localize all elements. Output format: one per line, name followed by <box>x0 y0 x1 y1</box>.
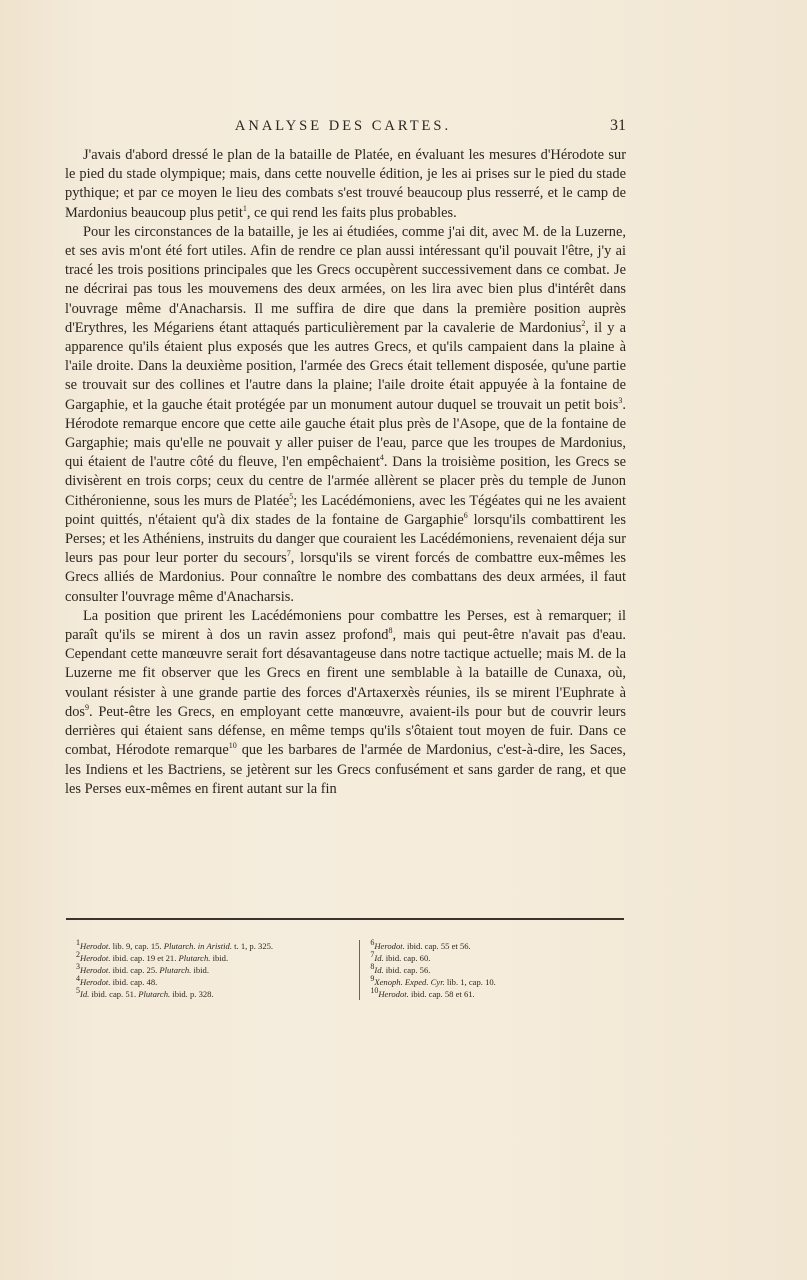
footnote-number: 3 <box>76 962 80 972</box>
footnote-text: ibid. cap. 55 et 56. <box>404 941 471 951</box>
footnote-source: Herodot. <box>80 977 111 987</box>
footnote-text: ibid. cap. 51. <box>89 989 139 999</box>
page-header <box>60 116 626 138</box>
footnote <box>370 976 616 988</box>
footnote-ref: 3 <box>618 395 623 405</box>
footnote-source: Herodot. <box>378 989 409 999</box>
footnote-number: 10 <box>370 986 379 996</box>
footnote <box>370 940 616 952</box>
footnotes-right-column <box>359 940 616 1000</box>
footnote-number: 1 <box>76 938 80 948</box>
footnote-number: 2 <box>76 950 80 960</box>
footnote-source: Plutarch. in Aristid. <box>163 941 232 951</box>
footnote-text: ibid. <box>191 965 209 975</box>
footnote-number: 8 <box>370 962 375 972</box>
paragraph <box>65 146 626 223</box>
footnote-ref: 1 <box>242 203 247 213</box>
text-run: ; les Lacédémoniens, avec les Tégéates qui ne les avaient point quittés, n'étaient qu'à dix stades de la fontaine de Gargaphie <box>65 492 627 528</box>
footnote-divider <box>66 918 624 920</box>
footnote-text: ibid. p. 328. <box>170 989 214 999</box>
footnote-text: ibid. cap. 58 et 61. <box>408 989 475 999</box>
footnote-ref: 9 <box>85 703 89 713</box>
footnote-number: 9 <box>370 974 375 984</box>
text-run: , lorsqu'ils se virent forcés de combattre eux-mêmes les Grecs alliés de Mardonius. Pour connaître le nombre des combattans des deux armées, il faut consulter l'ouvrage même d'Anacharsis. <box>65 550 626 605</box>
footnote-text: t. 1, p. 325. <box>232 941 274 951</box>
footnote-source: Herodot. <box>80 953 111 963</box>
text-run: . Hérodote remarque encore que cette aile gauche était plus près de l'Asope, que de la fontaine de Gargaphie; mais qu'elle ne pouvait y aller puiser de l'eau, parce que les troupes de Mardonius, qui étaient de l'autre côté du fleuve, l'en empêchaient <box>65 396 626 471</box>
footnote-ref: 10 <box>228 741 237 751</box>
footnote-number: 5 <box>76 986 80 996</box>
footnote-text: ibid. cap. 25. <box>110 965 160 975</box>
footnote-source: Plutarch. <box>178 953 211 963</box>
footnote <box>76 952 341 964</box>
text-run: Pour les circonstances de la bataille, je les ai étudiées, comme j'ai dit, avec M. de la Luzerne, et ses avis m'ont été fort utiles. Afin de rendre ce plan aussi intéressant qu'il pouvait l'être, j'y ai tracé les trois positions principales que les Grecs occupèrent successivement dans ce combat. Je ne décrirai pas tous les mouvemens des deux armées, on les lira avec bien plus d'intérêt dans l'ouvrage même d'Anacharsis. Il me suffira de dire que dans la première position auprès d'Erythres, les Mégariens étant attaqués particulièrement par la cavalerie de Mardonius <box>65 223 626 336</box>
paragraph <box>65 223 626 607</box>
footnotes-left-column <box>76 940 341 1000</box>
paragraph <box>65 607 626 799</box>
footnote-source: Id. <box>374 953 384 963</box>
footnote <box>76 976 341 988</box>
footnote-text: lib. 9, cap. 15. <box>110 941 164 951</box>
footnote <box>76 964 341 976</box>
text-run: La position que prirent les Lacédémoniens pour combattre les Perses, est à remarquer; il paraît qu'ils se mirent à dos un ravin assez profond <box>65 607 626 644</box>
footnote-ref: 6 <box>463 511 468 521</box>
main-text <box>65 146 626 799</box>
footnote-source: Xenoph. Exped. Cyr. <box>374 977 445 987</box>
footnote-text: ibid. <box>210 953 229 963</box>
footnote-text: ibid. cap. 56. <box>383 965 431 975</box>
text-run: . Peut-être les Grecs, en employant cette manœuvre, avaient-ils pour but de couvrir leurs derrières qui étaient sans défense, en même temps qu'ils s'ôtaient tout moyen de fuir. Dans ce combat, Hérodote remarque <box>65 703 626 759</box>
footnotes <box>76 940 616 1000</box>
footnote-source: Plutarch. <box>159 965 192 975</box>
page-number: 31 <box>610 117 626 134</box>
footnote-source: Herodot. <box>80 941 111 951</box>
footnote-source: Id. <box>374 965 384 975</box>
footnote-text: ibid. cap. 48. <box>110 977 158 987</box>
footnote-text: ibid. cap. 19 et 21. <box>110 953 179 963</box>
text-run: , ce qui rend les faits plus probables. <box>246 204 457 221</box>
text-run: lorsqu'ils combattirent les Perses; et les Athéniens, instruits du danger que couraient les Lacédémoniens, revenaient déja sur leurs pas pour leur porter du secours <box>65 511 627 567</box>
running-title: ANALYSE DES CARTES. <box>234 118 452 134</box>
footnote <box>370 964 616 976</box>
footnote-number: 7 <box>370 950 375 960</box>
footnote-number: 4 <box>76 974 80 984</box>
footnote <box>76 940 341 952</box>
footnote-ref: 7 <box>286 549 291 559</box>
text-run: , mais qui peut-être n'avait pas d'eau. Cependant cette manœuvre serait fort désavantageuse dans notre tactique actuelle; mais M. de la Luzerne me fit observer que les Grecs en firent une semblable à la bataille de Cunaxa, où, voulant résister à une grande partie des forces d'Artaxerxès réunies, ils se mirent l'Euphrate à dos <box>65 627 626 720</box>
footnote-number: 6 <box>370 938 375 948</box>
text-run: , il y a apparence qu'ils étaient plus exposés que les autres Grecs, et qu'ils campaient dans la plaine à l'aile droite. Dans la deuxième position, l'armée des Grecs était tellement disposée, qu'une partie se trouvait sur des collines et l'autre dans la plaine; l'aile droite était appuyée à la fontaine de Gargaphie, et la gauche était protégée par un monument autour duquel se trouvait un petit bois <box>65 319 626 413</box>
footnote-ref: 5 <box>289 491 294 501</box>
footnote-source: Herodot. <box>374 941 405 951</box>
footnote-source: Id. <box>80 989 90 999</box>
text-run: que les barbares de l'armée de Mardonius, c'est-à-dire, les Saces, les Indiens et les Bactriens, se jetèrent sur les Grecs confusément et sans garder de rang, et que les Perses eux-mêmes en firent autant sur la fin <box>65 742 627 797</box>
footnote <box>76 988 341 1000</box>
footnote-text: lib. 1, cap. 10. <box>444 977 496 987</box>
footnote-ref: 8 <box>388 626 393 636</box>
footnote-ref: 2 <box>581 319 586 329</box>
footnote <box>370 988 616 1000</box>
footnote-source: Herodot. <box>80 965 111 975</box>
footnote-source: Plutarch. <box>138 989 171 999</box>
footnote-text: ibid. cap. 60. <box>383 953 431 963</box>
footnote-ref: 4 <box>379 453 384 463</box>
text-run: J'avais d'abord dressé le plan de la bataille de Platée, en évaluant les mesures d'Hérodote sur le pied du stade olympique; mais, dans cette nouvelle édition, je les ai prises sur le pied du stade pythique; et par ce moyen le lieu des combats s'est trouvé beaucoup plus resserré, et le camp de Mardonius beaucoup plus petit <box>65 147 626 221</box>
text-run: . Dans la troisième position, les Grecs se divisèrent en trois corps; ceux du centre de l'armée allèrent se placer près du temple de Junon Cithéronienne, sous les murs de Platée <box>65 454 626 509</box>
footnote <box>370 952 616 964</box>
